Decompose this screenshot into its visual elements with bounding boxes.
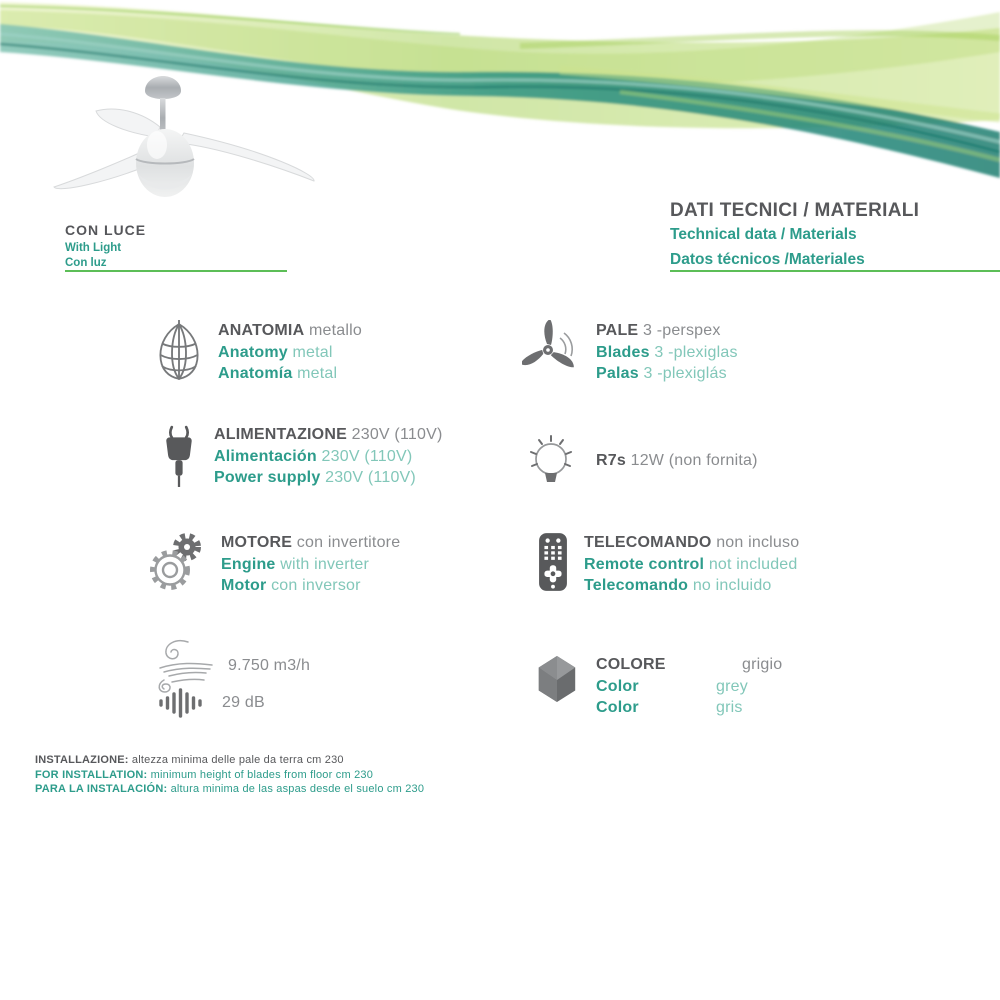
spec-value: gris [716, 699, 743, 716]
spec-value: 3 -plexiglás [643, 365, 727, 382]
spec-label: Engine [221, 555, 276, 573]
spec-label: Telecomando [584, 577, 689, 594]
color-hexagon-icon [534, 654, 580, 704]
spec-value: with inverter [280, 555, 370, 573]
spec-power-supply [160, 424, 442, 489]
installation-note-it: INSTALLAZIONE: altezza minima delle pale da terra cm 230 [35, 754, 344, 766]
spec-label: Color [596, 699, 639, 716]
spec-lamp [524, 430, 758, 492]
spec-value: 3 -plexiglas [654, 343, 738, 361]
spec-value: no incluido [692, 577, 772, 594]
gears-icon [147, 532, 205, 592]
spec-value: con inversor [271, 577, 361, 594]
spec-label: Blades [596, 343, 650, 361]
bulb-icon [524, 430, 580, 492]
lamp-label: R7s [596, 452, 626, 470]
spec-blades [522, 320, 738, 385]
spec-color [534, 654, 782, 719]
ceiling-fan-image [48, 74, 323, 208]
spec-label: Anatomy [218, 343, 288, 361]
installation-note-es: PARA LA INSTALACIÓN: altura minima de las aspas desde el suelo cm 230 [35, 783, 425, 796]
noise-value: 29 dB [222, 694, 265, 711]
spec-remote [538, 532, 799, 597]
spec-label: PALE [596, 322, 639, 339]
installation-note [35, 753, 424, 797]
spec-motor [147, 532, 400, 597]
spec-value: con invertitore [296, 534, 401, 551]
spec-value: metallo [309, 322, 362, 339]
green-rule-right [670, 270, 1000, 272]
product-label [65, 222, 146, 269]
spec-label: Palas [596, 365, 639, 382]
spec-value: non incluso [716, 534, 800, 551]
product-label-it: CON LUCE [65, 222, 147, 238]
sound-bars-icon [158, 686, 206, 720]
tech-data-header [670, 200, 1000, 269]
spec-label: Power supply [214, 469, 321, 486]
spec-value: grey [716, 677, 748, 695]
spec-label: Color [596, 677, 639, 695]
spec-value: 230V (110V) [351, 426, 443, 443]
spec-label: ANATOMIA [218, 322, 305, 339]
spec-value: 230V (110V) [325, 469, 416, 486]
spec-value: not included [708, 555, 798, 573]
spec-label: Motor [221, 577, 267, 594]
plug-icon [160, 424, 198, 488]
spec-value: grigio [742, 656, 783, 673]
leaf-anatomy-icon [156, 320, 202, 382]
spec-label: Anatomía [218, 365, 293, 382]
fan-blades-icon [522, 320, 580, 382]
remote-control-icon [538, 532, 568, 592]
green-rule-left [65, 270, 287, 272]
product-label-es: Con luz [65, 257, 107, 269]
product-label-en: With Light [65, 241, 122, 254]
installation-note-en: FOR INSTALLATION: minimum height of blades from floor cm 230 [35, 768, 374, 781]
spec-label: ALIMENTAZIONE [214, 426, 347, 443]
spec-value: 230V (110V) [321, 447, 413, 465]
spec-label: MOTORE [221, 534, 293, 551]
spec-value: metal [297, 365, 338, 382]
spec-label: COLORE [596, 656, 666, 673]
tech-title-es: Datos técnicos /Materiales [670, 251, 865, 268]
spec-noise [158, 686, 265, 720]
airflow-value: 9.750 m3/h [228, 657, 311, 674]
spec-anatomy [156, 320, 362, 385]
lamp-value: 12W (non fornita) [630, 452, 758, 470]
spec-label: Remote control [584, 555, 705, 573]
spec-value: 3 -perspex [642, 322, 721, 339]
tech-title-en: Technical data / Materials [670, 226, 857, 243]
spec-label: TELECOMANDO [584, 534, 712, 551]
tech-title-it: DATI TECNICI / MATERIALI [670, 200, 920, 221]
spec-label: Alimentación [214, 447, 317, 465]
spec-value: metal [292, 343, 333, 361]
